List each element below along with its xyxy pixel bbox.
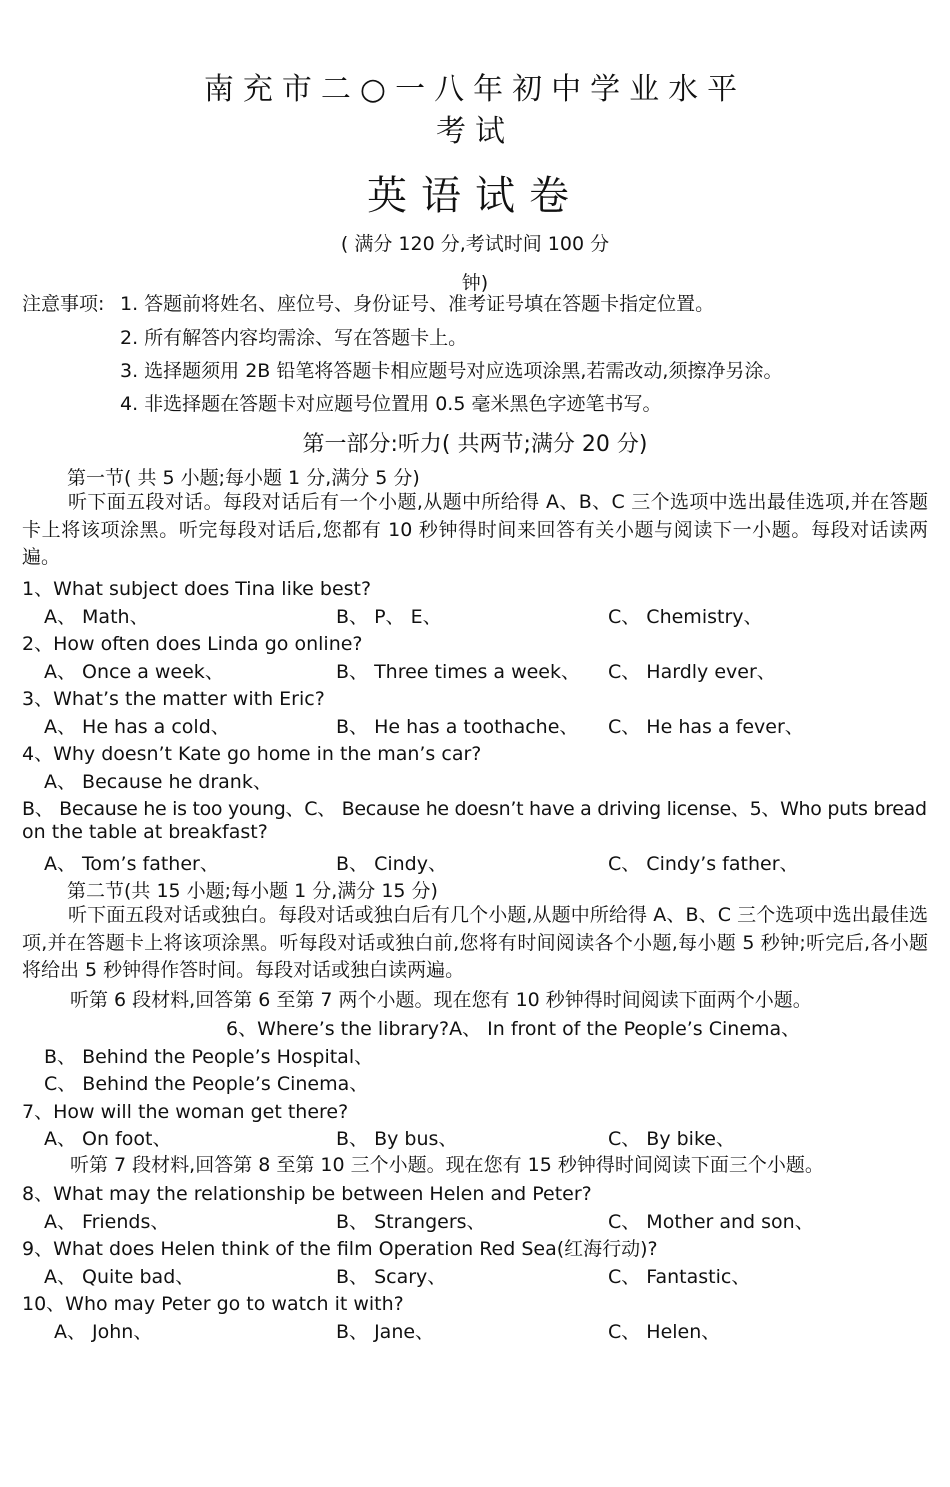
question-3-stem: 3、What’s the matter with Eric? [22,688,325,710]
question-3-option-b: B、 He has a toothache、 [336,716,579,738]
material-7-instruction: 听第 7 段材料,回答第 8 至第 10 三个小题。现在您有 15 秒钟得时间阅读下面三个小题。 [70,1154,824,1176]
question-2-option-a: A、 Once a week、 [44,661,224,683]
question-1-option-a: A、 Math、 [44,606,149,628]
question-9-stem: 9、What does Helen think of the film Operation Red Sea(红海行动)? [22,1238,658,1260]
question-5-stem-continued: on the table at breakfast? [22,821,268,843]
question-2-option-c: C、 Hardly ever、 [608,661,776,683]
question-8-option-b: B、 Strangers、 [336,1211,486,1233]
notice-label: 注意事项: [22,293,105,315]
part1-heading: 第一部分:听力( 共两节;满分 20 分) [302,432,648,457]
question-7-option-c: C、 By bike、 [608,1128,735,1150]
question-9-option-c: C、 Fantastic、 [608,1266,751,1288]
question-2-option-b: B、 Three times a week、 [336,661,581,683]
question-4-stem: 4、Why doesn’t Kate go home in the man’s car? [22,743,482,765]
score-info-line2: 钟) [461,272,489,294]
question-4-options-b-c-and-question-5-stem: B、 Because he is too young、C、 Because he doesn’t have a driving license、5、Who puts bread [22,798,927,820]
question-5-option-b: B、 Cindy、 [336,853,447,875]
question-7-stem: 7、How will the woman get there? [22,1101,349,1123]
question-10-option-a: A、 John、 [54,1321,153,1343]
question-3-option-c: C、 He has a fever、 [608,716,804,738]
notice-item-4: 4. 非选择题在答题卡对应题号位置用 0.5 毫米黑色字迹笔书写。 [120,393,662,415]
question-10-option-b: B、 Jane、 [336,1321,435,1343]
notice-item-1: 1. 答题前将姓名、座位号、身份证号、准考证号填在答题卡指定位置。 [120,293,715,315]
question-5-option-c: C、 Cindy’s father、 [608,853,799,875]
notice-item-3: 3. 选择题须用 2B 铅笔将答题卡相应题号对应选项涂黑,若需改动,须擦净另涂。 [120,360,783,382]
question-6-option-b: B、 Behind the People’s Hospital、 [44,1046,374,1068]
question-6-stem-and-option-a: 6、Where’s the library?A、 In front of the People’s Cinema、 [226,1018,801,1040]
question-10-stem: 10、Who may Peter go to watch it with? [22,1293,404,1315]
question-6-option-c: C、 Behind the People’s Cinema、 [44,1073,369,1095]
question-10-option-c: C、 Helen、 [608,1321,721,1343]
question-8-option-a: A、 Friends、 [44,1211,170,1233]
exam-title-line1: 南充市二○一八年初中学业水平 [203,72,747,107]
question-9-option-b: B、 Scary、 [336,1266,447,1288]
question-1-option-c: C、 Chemistry、 [608,606,763,628]
section1-instructions: 听下面五段对话。每段对话后有一个小题,从题中所给得 A、B、C 三个选项中选出最佳选项,并在答题卡上将该项涂黑。听完每段对话后,您都有 10 秒钟得时间来回答有关小题与阅读下一小题。每段对话读两遍。 [22,491,928,568]
question-1-stem: 1、What subject does Tina like best? [22,578,372,600]
question-7-option-b: B、 By bus、 [336,1128,458,1150]
notice-item-2: 2. 所有解答内容均需涂、写在答题卡上。 [120,327,468,349]
section1-title: 第一节( 共 5 小题;每小题 1 分,满分 5 分) [67,467,420,489]
question-9-option-a: A、 Quite bad、 [44,1266,195,1288]
question-4-option-a: A、 Because he drank、 [44,771,272,793]
question-1-option-b: B、 P、 E、 [336,606,442,628]
question-5-option-a: A、 Tom’s father、 [44,853,219,875]
question-7-option-a: A、 On foot、 [44,1128,172,1150]
question-8-stem: 8、What may the relationship be between Helen and Peter? [22,1183,592,1205]
question-2-stem: 2、How often does Linda go online? [22,633,363,655]
exam-subject-title: 英语试卷 [367,173,583,219]
question-8-option-c: C、 Mother and son、 [608,1211,814,1233]
section2-instructions: 听下面五段对话或独白。每段对话或独白后有几个小题,从题中所给得 A、B、C 三个选项中选出最佳选项,并在答题卡上将该项涂黑。听每段对话或独白前,您将有时间阅读各个小题,每小题 5 秒钟;听完后,各小题将给出 5 秒钟得作答时间。每段对话或独白读两遍。 [22,904,928,981]
section2-title: 第二节(共 15 小题;每小题 1 分,满分 15 分) [67,880,438,902]
question-3-option-a: A、 He has a cold、 [44,716,230,738]
score-info-line1: ( 满分 120 分,考试时间 100 分 [340,233,610,255]
material-6-instruction: 听第 6 段材料,回答第 6 至第 7 两个小题。现在您有 10 秒钟得时间阅读下面两个小题。 [70,989,812,1011]
exam-title-line2: 考试 [436,114,514,149]
